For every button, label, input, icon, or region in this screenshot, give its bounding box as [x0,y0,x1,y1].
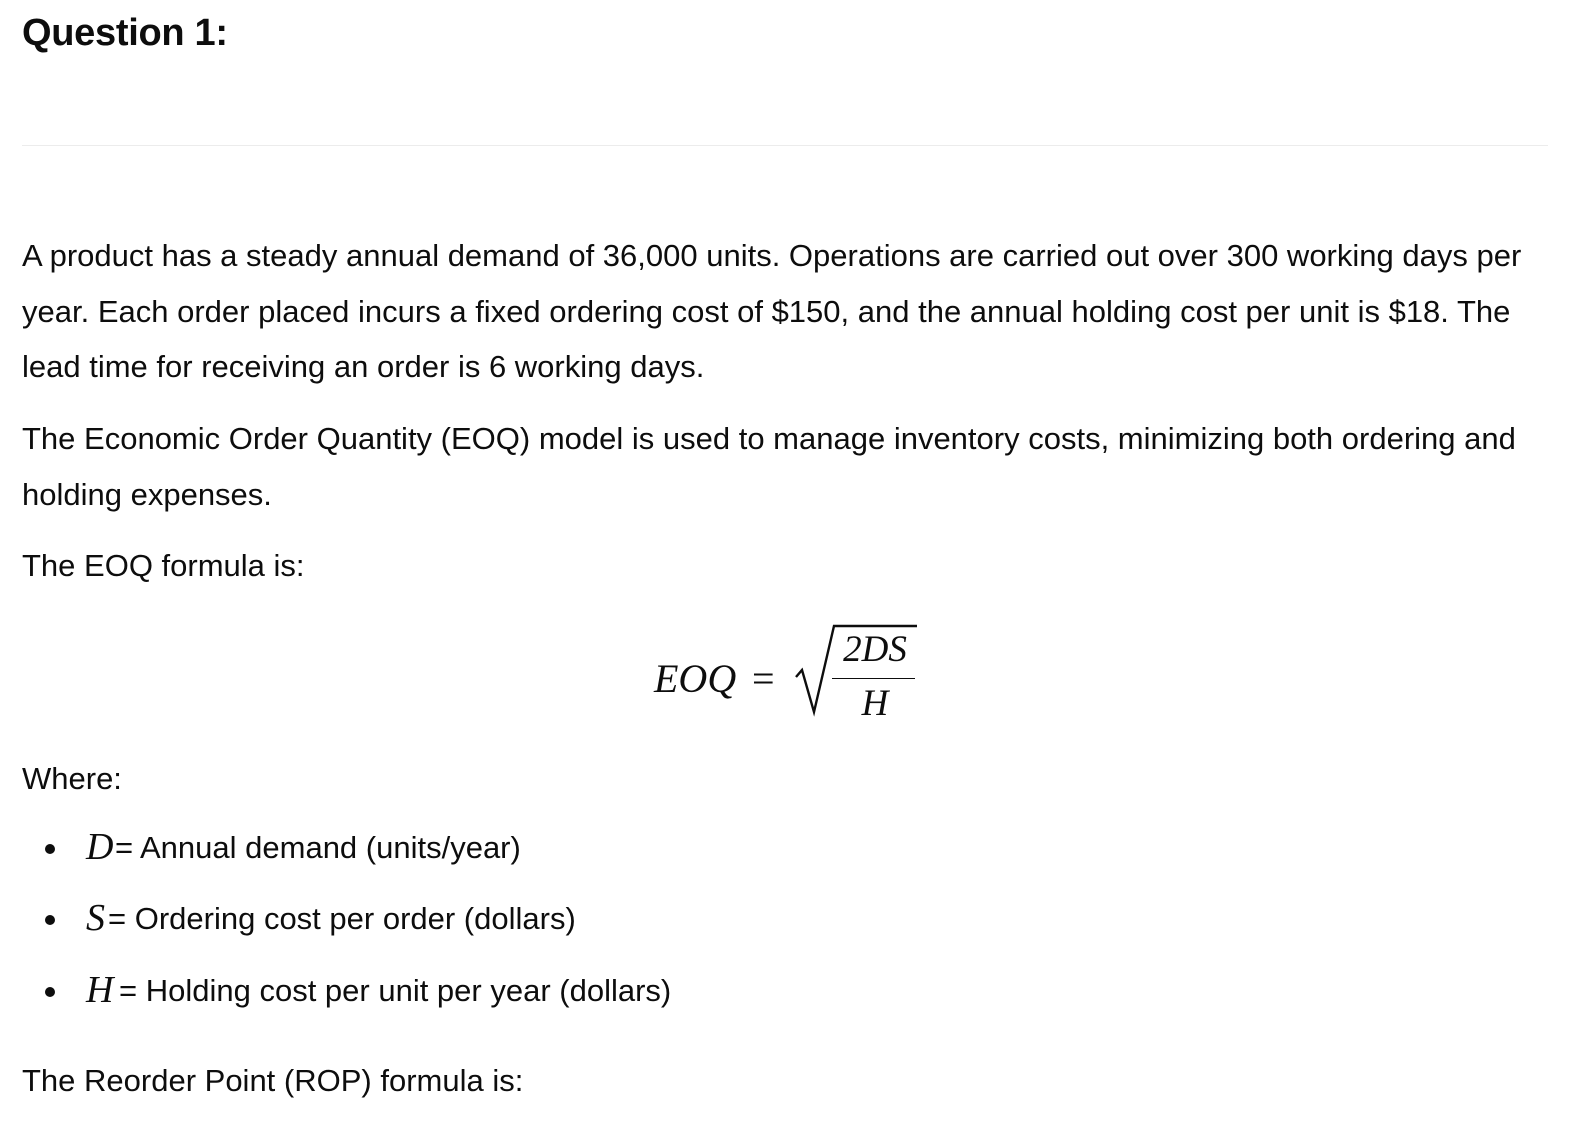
question-heading: Question 1: [22,12,228,54]
variable-symbol: H [86,969,114,1011]
list-item [0,963,900,1023]
eoq-formula [652,622,932,722]
where-label: Where: [22,761,122,796]
variable-definition: = Ordering cost per order (dollars) [108,901,576,936]
eoq-formula-label: The EOQ formula is: [22,548,305,583]
section-divider [22,145,1548,146]
list-item [0,820,900,880]
list-item [0,891,900,951]
bullet-icon [45,987,55,997]
formula-lhs: EOQ [654,656,737,701]
variable-definition: = Holding cost per unit per year (dollars) [119,973,672,1008]
rop-formula-label: The Reorder Point (ROP) formula is: [22,1063,524,1098]
variable-symbol: D [86,826,114,868]
variable-symbol: S [86,897,105,939]
variable-definition: = Annual demand (units/year) [115,830,521,865]
bullet-icon [45,915,55,925]
bullet-icon [45,844,55,854]
problem-statement: A product has a steady annual demand of 36,000 units. Operations are carried out over 300 working days per year. Each order placed incurs a fixed ordering cost of $150, and the annual holding cost per unit is $18. The lead time for receiving an order is 6 working days. [22,238,1522,384]
formula-equals: = [752,656,775,701]
formula-denominator: H [861,683,889,724]
fraction-bar [832,678,915,679]
eoq-intro-paragraph: The Economic Order Quantity (EOQ) model is used to manage inventory costs, minimizing both ordering and holding expenses. [22,421,1516,512]
formula-numerator: 2DS [843,629,907,670]
